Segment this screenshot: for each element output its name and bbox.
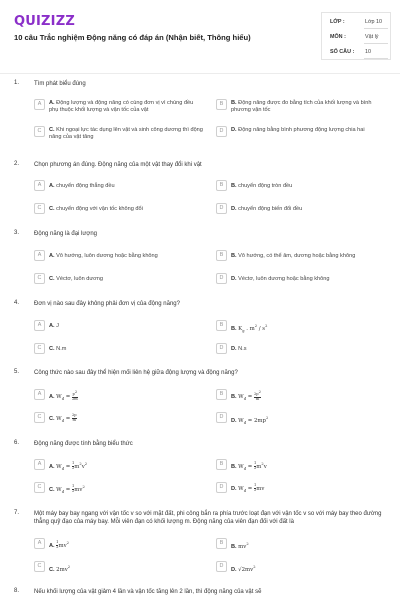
option-label: A. bbox=[49, 183, 55, 189]
option-letter-box[interactable]: C bbox=[34, 343, 45, 354]
worksheet-header bbox=[0, 0, 400, 72]
option-letter-box[interactable]: A bbox=[34, 99, 45, 110]
question-number: 7. bbox=[14, 510, 20, 516]
option-label: B. bbox=[231, 253, 237, 259]
formula-image: $W_đ$ = $\frac{1}{2}$ $m^2v$ bbox=[238, 461, 267, 471]
formula-image: $W_đ$ = $\frac{2p}{m}$ bbox=[56, 413, 77, 423]
question-number: 3. bbox=[14, 230, 20, 236]
option-letter-box[interactable]: C bbox=[34, 561, 45, 572]
option-letter-box[interactable]: A bbox=[34, 538, 45, 549]
option-letter-box[interactable]: B bbox=[216, 538, 227, 549]
question-text: Động năng là đại lượng bbox=[34, 231, 97, 237]
answer-option-b[interactable] bbox=[216, 389, 386, 404]
meta-row-class bbox=[322, 15, 392, 29]
answer-option-c[interactable] bbox=[34, 343, 204, 358]
question-text: Nếu khối lượng của vật giảm 4 lần và vận tốc tăng lên 2 lần, thì động năng của vật sẽ bbox=[34, 589, 262, 595]
option-letter-box[interactable]: C bbox=[34, 482, 45, 493]
option-label: A. bbox=[49, 542, 55, 549]
option-label: B. bbox=[231, 543, 237, 550]
meta-value: Vật lý bbox=[365, 34, 379, 40]
answer-option-c[interactable] bbox=[34, 273, 204, 288]
option-letter-box[interactable]: D bbox=[216, 412, 227, 423]
quizizz-logo: QUIZIZZ bbox=[14, 14, 75, 29]
option-letter-box[interactable]: B bbox=[216, 320, 227, 331]
option-text: Khi ngoại lực tác dụng lên vật và sinh công dương thì động năng của vật tăng bbox=[49, 127, 203, 140]
question-number: 2. bbox=[14, 161, 20, 167]
option-text: Vô hướng, có thể âm, dương hoặc bằng không bbox=[238, 253, 356, 259]
option-label: C. bbox=[49, 486, 55, 493]
question-text: Tìm phát biểu đúng bbox=[34, 81, 86, 87]
option-letter-box[interactable]: B bbox=[216, 250, 227, 261]
formula-image: $W_đ$ = $\frac{2p^2}{m}$ bbox=[238, 390, 261, 401]
formula-image: $W_đ$ = $\frac{1}{2}$ $mv^2$ bbox=[56, 484, 85, 494]
answer-option-b[interactable] bbox=[216, 538, 386, 553]
question-text: Công thức nào sau đây thể hiện mối liên hệ giữa động lượng và động năng? bbox=[34, 370, 238, 376]
answer-option-a[interactable] bbox=[34, 459, 204, 474]
meta-underline bbox=[364, 28, 388, 29]
answer-option-d[interactable] bbox=[216, 273, 386, 288]
question-number: 1. bbox=[14, 80, 20, 86]
answer-option-a[interactable] bbox=[34, 538, 204, 553]
answer-option-c[interactable] bbox=[34, 126, 204, 145]
answer-option-c[interactable] bbox=[34, 561, 204, 576]
formula-image: $\frac{1}{2}$ $mv^2$ bbox=[56, 540, 69, 549]
question-number: 6. bbox=[14, 440, 20, 446]
option-text: Véctơ, luôn dương hoặc bằng không bbox=[238, 276, 330, 282]
option-label: C. bbox=[49, 206, 55, 212]
answer-option-d[interactable] bbox=[216, 561, 386, 576]
page-title: 10 câu Trắc nghiệm Động năng có đáp án (Nhận biết, Thông hiểu) bbox=[14, 33, 251, 42]
option-label: D. bbox=[231, 127, 237, 133]
option-label: C. bbox=[49, 415, 55, 422]
option-label: C. bbox=[49, 566, 55, 573]
option-letter-box[interactable]: D bbox=[216, 343, 227, 354]
option-text: chuyển động biến đổi đều bbox=[238, 206, 303, 212]
answer-option-d[interactable] bbox=[216, 343, 386, 358]
option-label: D. bbox=[231, 276, 237, 282]
formula-image: $K_g$ . $m^2 / s^2$ bbox=[238, 324, 268, 333]
option-label: A. bbox=[49, 100, 55, 106]
formula-image: $√2mv^2$ bbox=[238, 565, 256, 573]
option-label: A. bbox=[49, 463, 55, 470]
option-label: C. bbox=[49, 127, 55, 133]
option-letter-box[interactable]: B bbox=[216, 389, 227, 400]
option-letter-box[interactable]: A bbox=[34, 180, 45, 191]
answer-option-c[interactable] bbox=[34, 203, 204, 218]
option-text: chuyển động thẳng đều bbox=[56, 183, 115, 189]
answer-option-d[interactable] bbox=[216, 203, 386, 218]
option-label: B. bbox=[231, 100, 237, 106]
option-label: B. bbox=[231, 393, 237, 400]
option-label: D. bbox=[231, 417, 237, 424]
meta-box bbox=[321, 12, 391, 60]
option-letter-box[interactable]: B bbox=[216, 459, 227, 470]
formula-image: $2mv^2$ bbox=[56, 565, 71, 573]
formula-image: $mv^2$ bbox=[238, 542, 249, 550]
option-text: Động năng bằng bình phương động lượng chia hai bbox=[238, 127, 365, 133]
option-letter-box[interactable]: A bbox=[34, 389, 45, 400]
option-label: D. bbox=[231, 485, 237, 492]
answer-option-a[interactable] bbox=[34, 250, 204, 265]
option-letter-box[interactable]: D bbox=[216, 482, 227, 493]
question-text: Một máy bay bay ngang với vận tốc v so với mặt đất, phi công bắn ra phía trước loạt đạn với vận tốc v so với máy bay theo đường thẳng quỹ đạo của máy bay. Mỗi viên đạn có khối lượng m. Động năng của viên đạn đối với đất là bbox=[34, 511, 382, 526]
answer-option-b[interactable] bbox=[216, 459, 386, 474]
answer-option-c[interactable] bbox=[34, 412, 204, 427]
option-letter-box[interactable]: A bbox=[34, 250, 45, 261]
option-label: B. bbox=[231, 183, 237, 189]
answer-option-d[interactable] bbox=[216, 412, 386, 427]
question-text: Động năng được tính bằng biểu thức bbox=[34, 441, 133, 447]
option-text: chuyển động với vận tốc không đổi bbox=[56, 206, 143, 212]
option-label: B. bbox=[231, 325, 237, 332]
answer-option-a[interactable] bbox=[34, 320, 204, 335]
option-text: J bbox=[56, 323, 59, 329]
answer-option-a[interactable] bbox=[34, 99, 204, 118]
answer-option-d[interactable] bbox=[216, 126, 386, 145]
meta-value: Lớp 10 bbox=[365, 19, 383, 25]
option-text: Vô hướng, luôn dương hoặc bằng không bbox=[56, 253, 158, 259]
answer-option-b[interactable] bbox=[216, 250, 386, 265]
answer-option-a[interactable] bbox=[34, 389, 204, 404]
meta-row-subject bbox=[322, 30, 392, 44]
option-letter-box[interactable]: C bbox=[34, 412, 45, 423]
question-number: 4. bbox=[14, 300, 20, 306]
answer-option-a[interactable] bbox=[34, 180, 204, 195]
option-letter-box[interactable]: A bbox=[34, 320, 45, 331]
formula-image: $W_đ = 2mp^2$ bbox=[238, 416, 269, 425]
question-text: Chọn phương án đúng. Động năng của một vật thay đổi khi vật bbox=[34, 162, 202, 168]
option-letter-box[interactable]: D bbox=[216, 273, 227, 284]
option-label: A. bbox=[49, 253, 55, 259]
option-letter-box[interactable]: D bbox=[216, 561, 227, 572]
answer-option-b[interactable] bbox=[216, 180, 386, 195]
option-letter-box[interactable]: B bbox=[216, 180, 227, 191]
option-letter-box[interactable]: D bbox=[216, 203, 227, 214]
option-letter-box[interactable]: C bbox=[34, 273, 45, 284]
answer-option-d[interactable] bbox=[216, 482, 386, 497]
meta-key: LỚP : bbox=[330, 19, 345, 25]
answer-option-b[interactable] bbox=[216, 320, 386, 335]
meta-key: SỐ CÂU : bbox=[330, 49, 355, 55]
question-number: 5. bbox=[14, 369, 20, 375]
option-label: D. bbox=[231, 206, 237, 212]
option-letter-box[interactable]: B bbox=[216, 99, 227, 110]
formula-image: $W_đ$ = $\frac{p^2}{2m}$ bbox=[56, 390, 78, 401]
question-text: Đơn vị nào sau đây không phải đơn vị của động năng? bbox=[34, 301, 180, 307]
option-letter-box[interactable]: C bbox=[34, 203, 45, 214]
option-text: Véctơ, luôn dương bbox=[56, 276, 104, 282]
option-label: A. bbox=[49, 323, 55, 329]
meta-underline bbox=[364, 43, 388, 44]
formula-image: $W_đ$ = $\frac{1}{2}$ $m^2v^2$ bbox=[56, 461, 88, 471]
answer-option-b[interactable] bbox=[216, 99, 386, 118]
answer-option-c[interactable] bbox=[34, 482, 204, 497]
meta-value: 10 bbox=[365, 49, 371, 55]
question-number: 8. bbox=[14, 588, 20, 594]
meta-key: MÔN : bbox=[330, 34, 346, 40]
option-text: N.s bbox=[238, 346, 247, 352]
header-divider bbox=[0, 73, 400, 74]
formula-image: $W_đ$ = $\frac{1}{2}$ mv bbox=[238, 483, 265, 493]
option-label: B. bbox=[231, 463, 237, 470]
option-text: N.m bbox=[56, 346, 67, 352]
option-letter-box[interactable]: D bbox=[216, 126, 227, 137]
option-label: C. bbox=[49, 276, 55, 282]
option-label: C. bbox=[49, 346, 55, 352]
option-text: chuyển động tròn đều bbox=[238, 183, 293, 189]
option-label: D. bbox=[231, 566, 237, 573]
meta-row-count bbox=[322, 45, 392, 59]
option-label: A. bbox=[49, 393, 55, 400]
option-text: Động năng được đo bằng tích của khối lượng và bình phương vận tốc bbox=[231, 100, 372, 113]
meta-underline bbox=[364, 58, 388, 59]
option-text: Động lượng và động năng có cùng đơn vị vì chúng đều phụ thuộc khối lượng và vận tốc của vật bbox=[49, 100, 194, 113]
option-letter-box[interactable]: C bbox=[34, 126, 45, 137]
option-label: D. bbox=[231, 346, 237, 352]
option-letter-box[interactable]: A bbox=[34, 459, 45, 470]
